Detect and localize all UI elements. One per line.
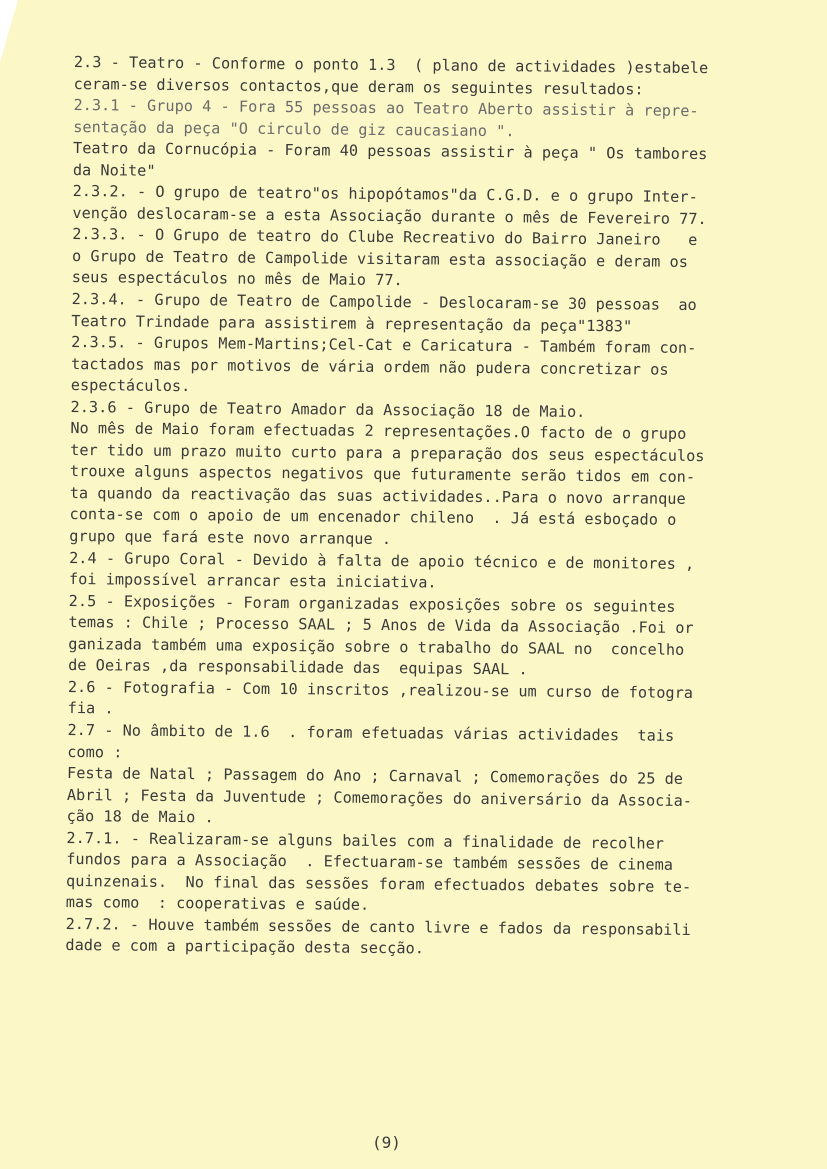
text-line: ta quando da reactivação das suas actividades..Para o novo arranque [69,483,686,508]
folded-corner [0,0,18,62]
text-line: 2.6 - Fotografia - Com 10 inscritos ,realizou-se um curso de fotogra [67,677,694,702]
page-number: (9) [372,1133,401,1152]
text-line: da Noite" [72,160,156,180]
text-line: 2.3.4. - Grupo de Teatro de Campolide - Deslocaram-se 30 pessoas ao [71,290,697,315]
text-line: trouxe alguns aspectos negativos que futuramente serão tidos em con- [69,462,696,487]
text-line: Teatro Trindade para assistirem à representação da peça"1383" [71,311,633,335]
text-line: 2.7.1. - Realizaram-se alguns bailes com a finalidade de recolher [66,828,665,853]
text-line: fia . [67,699,114,718]
text-line: ter tido um prazo muito curto para a preparação dos seus espectáculos [70,440,705,465]
text-line: ganizada também uma exposição sobre o trabalho do SAAL no concelho [68,634,685,659]
text-line: 2.5 - Exposições - Foram organizadas exposições sobre os seguintes [68,591,676,616]
text-line: fundos para a Associação . Efectuaram-se também sessões de cinema [66,850,674,875]
text-line: 2.3.3. - O Grupo de teatro do Clube Recreativo do Bairro Janeiro e [72,225,698,250]
text-line: Abril ; Festa da Juventude ; Comemorações do aniversário da Associa- [66,785,693,810]
text-line: tactados mas por motivos de vária ordem não pudera concretizar os [70,354,669,379]
text-line: espectáculos. [70,376,191,396]
text-line: temas : Chile ; Processo SAAL ; 5 Anos de Vida da Associação .Foi or [68,613,694,638]
text-line: mas como : cooperativas e saúde. [65,893,370,915]
text-line: 2.4 - Grupo Coral - Devido à falta de apoio técnico e de monitores , [69,548,695,573]
text-line: 2.3.2. - O grupo de teatro"os hipopótamos"da C.G.D. e o grupo Inter- [72,182,698,207]
typewritten-text [65,52,774,964]
text-line: dade e com a participação desta secção. [65,936,425,958]
text-line: como : [67,742,123,761]
text-line: Festa de Natal ; Passagem do Ano ; Carnaval ; Comemorações do 25 de [66,764,684,788]
text-line: ceram-se diversos contactos,que deram os seguintes resultados: [73,74,644,99]
text-line: 2.3.1 - Grupo 4 - Fora 55 pessoas ao Teatro Aberto assistir à repre- [73,96,699,121]
text-line: foi impossível arrancar esta iniciativa. [68,570,437,592]
text-line: grupo que fará este novo arranque . [69,527,392,549]
text-line: 2.7.2. - Houve também sessões de canto livre e fados da responsabili [65,914,691,939]
text-line: 2.3.5. - Grupos Mem-Martins;Cel-Cat e Caricatura - Também foram con- [71,333,697,358]
text-line: conta-se com o apoio de um encenador chileno . Já está esboçado o [69,505,677,530]
text-line: No mês de Maio foram efectuadas 2 representações.O facto de o grupo [70,419,687,444]
text-line: venção deslocaram-se a esta Associação durante o mês de Fevereiro 77. [72,203,707,228]
text-line: 2.3 - Teatro - Conforme o ponto 1.3 ( plano de actividades )estabele [73,52,709,78]
text-line: Teatro da Cornucópia - Foram 40 pessoas assistir à peça " Os tambores [72,139,708,164]
text-line: o Grupo de Teatro de Campolide visitaram esta associação e deram os [71,246,689,271]
text-line: ção 18 de Maio . [66,807,214,827]
text-line: 2.3.6 - Grupo de Teatro Amador da Associação 18 de Maio. [70,397,586,421]
text-line: 2.7 - No âmbito de 1.6 . foram efetuadas várias actividades tais [67,720,675,745]
text-line: de Oeiras ,da responsabilidade das equipas SAAL . [68,656,528,679]
text-line: sentação da peça "O circulo de giz caucasiano ". [73,117,515,140]
text-line: quinzenais. No final das sessões foram efectuados debates sobre te- [65,871,692,896]
text-line: seus espectáculos no mês de Maio 77. [71,268,403,290]
